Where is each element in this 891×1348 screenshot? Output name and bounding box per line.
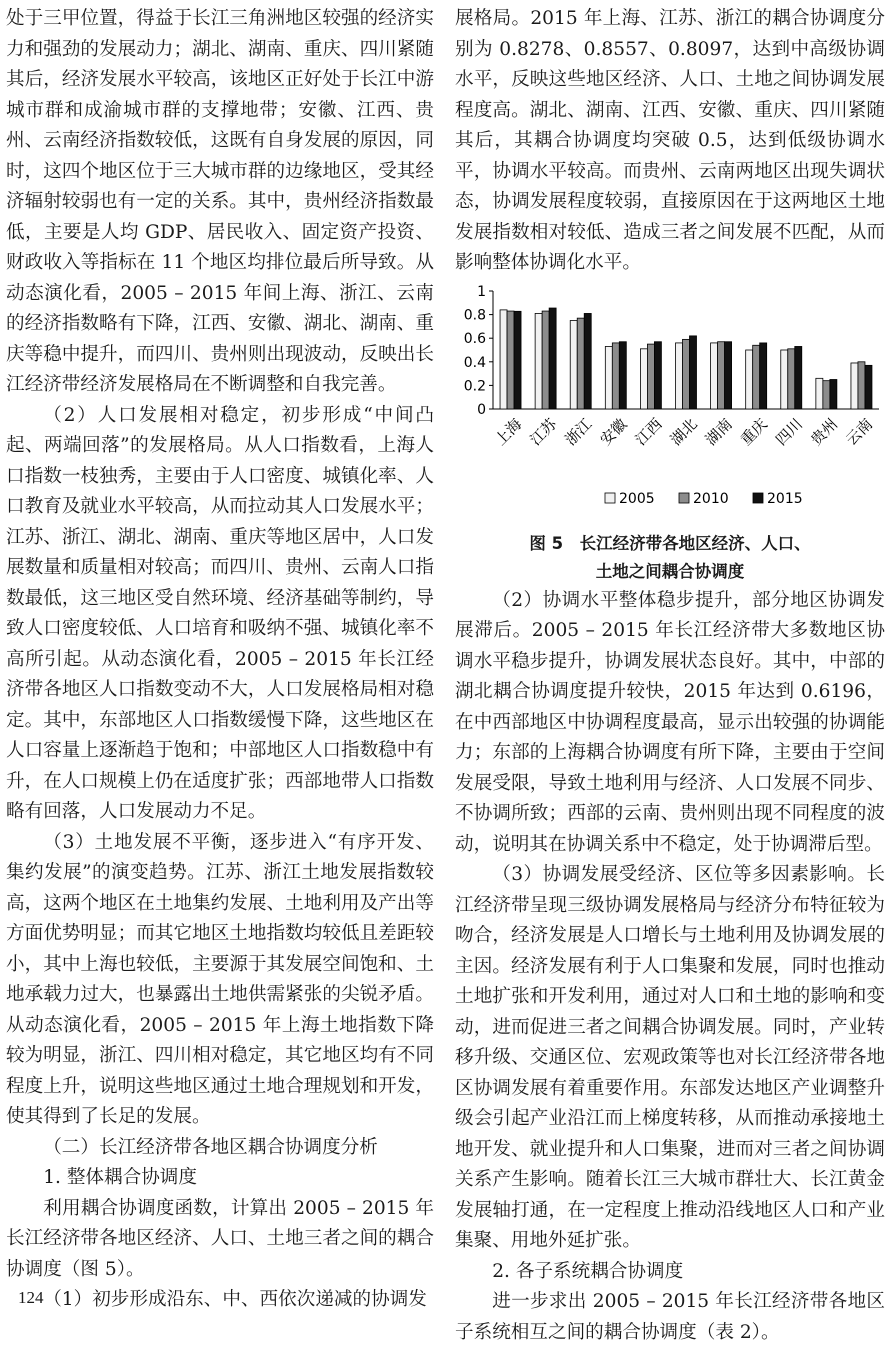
bar-2005-湖北 <box>676 342 683 408</box>
paragraph: 利用耦合协调度函数，计算出 2005 – 2015 年长江经济带各地区经济、人口、土地三者之间的耦合协调度（图 5）。 <box>6 1197 434 1280</box>
bar-2015-上海 <box>514 311 521 409</box>
paragraph: （1）初步形成沿东、中、西依次递减的协调发 <box>43 1289 427 1310</box>
paragraph: 2. 各子系统耦合协调度 <box>492 1260 684 1282</box>
y-tick-label: 0.6 <box>463 330 486 347</box>
legend-label: 2010 <box>693 490 729 507</box>
bar-2010-云南 <box>858 361 865 408</box>
bar-2010-上海 <box>507 311 514 409</box>
x-tick-label: 浙江 <box>561 414 596 449</box>
bar-2005-贵州 <box>816 378 823 409</box>
bar-2010-浙江 <box>577 318 584 409</box>
bar-2005-云南 <box>851 362 858 408</box>
bar-2005-重庆 <box>746 350 753 409</box>
paragraph: 进一步求出 2005 – 2015 年长江经济带各地区子系统相互之间的耦合协调度（表 2）。 <box>455 1291 885 1343</box>
bar-2010-四川 <box>788 348 795 408</box>
bar-2015-安徽 <box>619 341 626 408</box>
x-tick-label: 江西 <box>631 414 666 449</box>
bar-2005-江西 <box>640 348 647 408</box>
bar-2010-安徽 <box>612 342 619 408</box>
x-tick-label: 江苏 <box>526 414 561 449</box>
bar-2005-浙江 <box>570 320 577 409</box>
y-tick-label: 0.2 <box>463 377 486 394</box>
bar-2010-湖南 <box>718 341 725 408</box>
bar-2005-江苏 <box>535 313 542 409</box>
bar-2015-重庆 <box>760 342 767 408</box>
bar-2015-贵州 <box>830 379 837 409</box>
bar-2015-湖北 <box>690 335 697 408</box>
bar-2015-浙江 <box>584 313 591 409</box>
bar-2015-江西 <box>654 341 661 408</box>
paragraph: （3）土地发展不平衡，逐步进入“有序开发、集约发展”的演变趋势。江苏、浙江土地发展指数较高，这两个地区在土地集约发展、土地利用及产出等方面优势明显；而其它地区土地指数均较低且差距较小，其中上海也较低，主要源于其发展空间饱和、土地承载力过大，也暴露出土地供需紧张的尖锐矛盾。从动态演化看，2005 – 2015 年上海土地指数下降较为明显，浙江、四川相对稳定，其它地区均有不同程度上升，说明这些地区通过土地合理规划和开发，使其得到了长足的发展。 <box>6 831 434 1127</box>
x-tick-label: 四川 <box>772 414 807 449</box>
paragraph: （二）长江经济带各地区耦合协调度分析 <box>43 1136 378 1158</box>
x-tick-label: 重庆 <box>736 414 771 449</box>
bar-2010-重庆 <box>753 345 760 409</box>
legend-swatch-2015 <box>753 493 763 503</box>
bar-2005-四川 <box>781 350 788 409</box>
page-number: 124 <box>18 1288 44 1307</box>
paragraph: 展格局。2015 年上海、江苏、浙江的耦合协调度分别为 0.8278、0.8557、0.8097，达到中高级协调水平，反映这些地区经济、人口、土地之间协调发展程度高。湖北、湖南、江西、安徽、重庆、四川紧随其后，其耦合协调度均突破 0.5，达到低级协调水平，协调水平较高。而贵州、云南两地区出现失调状态，协调发展程度较弱，直接原因在于这两地区土地发展指数相对较低、造成三者之间发展不匹配，从而影响整体协调化水平。 <box>455 8 885 273</box>
paragraph: 1. 整体耦合协调度 <box>43 1167 197 1188</box>
x-tick-label: 云南 <box>842 414 877 449</box>
y-tick-label: 0.8 <box>463 307 486 324</box>
x-tick-label: 贵州 <box>807 414 842 449</box>
bar-2010-湖北 <box>683 339 690 409</box>
legend-swatch-2010 <box>679 493 689 503</box>
x-tick-label: 上海 <box>491 414 526 449</box>
y-tick-label: 0 <box>477 401 486 418</box>
figure-caption-line2: 土地之间耦合协调度 <box>595 561 745 581</box>
right-column <box>455 4 885 1348</box>
bar-2005-上海 <box>500 309 507 408</box>
bar-2015-云南 <box>865 365 872 409</box>
bar-2005-湖南 <box>711 342 718 408</box>
left-column <box>6 4 434 1316</box>
bar-2015-四川 <box>795 346 802 409</box>
legend-label: 2015 <box>767 490 803 507</box>
paragraph: （2）协调水平整体稳步提升，部分地区协调发展滞后。2005 – 2015 年长江经济带大多数地区协调水平稳步提升，协调发展状态良好。其中，中部的湖北耦合协调度提升较快，2015 年达到 0.6196，在中西部地区中协调程度最高，显示出较强的协调能力；东部的上海耦合协调度有所下降，主要由于空间发展受限，导致土地利用与经济、人口发展不同步、不协调所致；西部的云南、贵州则出现不同程度的波动，说明其在协调关系中不稳定，处于协调滞后型。 <box>455 589 885 855</box>
x-tick-label: 安徽 <box>596 414 631 449</box>
bar-2010-江西 <box>647 344 654 409</box>
paragraph: （2）人口发展相对稳定，初步形成“中间凸起、两端回落”的发展格局。从人口指数看，上海人口指数一枝独秀，主要由于人口密度、城镇化率、人口教育及就业水平较高，从而拉动其人口发展水平；江苏、浙江、湖北、湖南、重庆等地区居中，人口发展数量和质量相对较高；而四川、贵州、云南人口指数最低，这三地区受自然环境、经济基础等制约，导致人口密度较低、人口培育和吸纳不强、城镇化率不高所引起。从动态演化看，2005 – 2015 年长江经济带各地区人口指数变动不大，人口发展格局相对稳定。其中，东部地区人口指数缓慢下降，这些地区在人口容量上逐渐趋于饱和；中部地区人口指数稳中有升，在人口规模上仍在适度扩张；西部地带人口指数略有回落，人口发展动力不足。 <box>6 404 434 822</box>
legend-swatch-2005 <box>605 493 615 503</box>
paragraph: （3）协调发展受经济、区位等多因素影响。长江经济带呈现三级协调发展格局与经济分布特征较为吻合，经济发展是人口增长与土地利用及协调发展的主因。经济发展有利于人口集聚和发展，同时也推动土地扩张和开发利用，通过对人口和土地的影响和变动，进而促进三者之间耦合协调发展。同时，产业转移升级、交通区位、宏观政策等也对长江经济带各地区协调发展有着重要作用。东部发达地区产业调整升级会引起产业沿江而上梯度转移，从而推动承接地土地开发、就业提升和人口集聚，进而对三者之间协调关系产生影响。随着长江三大城市群壮大、长江黄金发展轴打通，在一定程度上推动沿线地区人口和产业集聚、用地外延扩张。 <box>455 864 885 1251</box>
paragraph: 处于三甲位置，得益于长江三角洲地区较强的经济实力和强劲的发展动力；湖北、湖南、重庆、四川紧随其后，经济发展水平较高，该地区正好处于长江中游城市群和成渝城市群的支撑地带；安徽、江西、贵州、云南经济指数较低，这既有自身发展的原因，同时，这四个地区位于三大城市群的边缘地区，受其经济辐射较弱也有一定的关系。其中，贵州经济指数最低，主要是人均 GDP、居民收入、固定资产投资、财政收入等指标在 11 个地区均排位最后所导致。从动态演化看，2005 – 2015 年间上海、浙江、云南的经济指数略有下降，江西、安徽、湖北、湖南、重庆等稳中提升，而四川、贵州则出现波动，反映出长江经济带经济发展格局在不断调整和自我完善。 <box>6 8 434 395</box>
y-tick-label: 0.4 <box>463 354 486 371</box>
y-tick-label: 1 <box>477 283 486 300</box>
coupling-bar-chart <box>455 281 885 526</box>
bar-2015-江苏 <box>549 308 556 409</box>
figure-caption-line1: 图 5 长江经济带各地区经济、人口、 <box>529 533 811 553</box>
x-tick-label: 湖南 <box>701 414 736 449</box>
x-tick-label: 湖北 <box>666 414 701 449</box>
bar-2015-湖南 <box>725 341 732 408</box>
figure-caption <box>455 530 885 586</box>
bar-2010-江苏 <box>542 311 549 409</box>
bar-2010-贵州 <box>823 380 830 408</box>
legend-label: 2005 <box>619 490 655 507</box>
bar-2005-安徽 <box>605 346 612 409</box>
